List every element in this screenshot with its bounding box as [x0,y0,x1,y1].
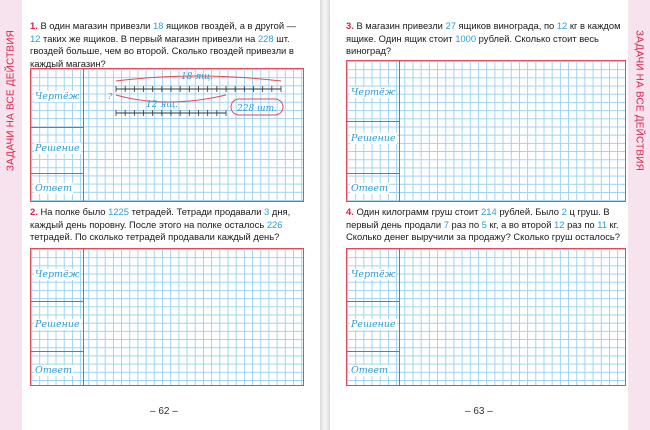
problem-2 [30,206,302,244]
highlighted-number: 12 [554,218,565,230]
problem-3 [346,20,622,58]
text-fragment: кг в каждом ящике. Один ящик стоит [346,20,621,44]
right-page [330,0,650,430]
problem-number: 1. [30,20,38,31]
answer-label: Ответ [35,183,72,194]
difference-label: 228 шт. [237,104,277,114]
text-fragment: кг. Сколько денег выручили за продажу? Сколько груш осталось? [346,218,620,242]
highlighted-number: 228 [257,32,274,44]
highlighted-number: 5 [481,218,487,230]
problem-text [346,20,621,56]
text-fragment: тетрадей. Тетради продавали [128,206,265,217]
text-fragment: ц груш. В первый день продали [346,206,610,230]
left-page [0,0,320,430]
text-fragment: рублей. Сколько стоит весь виноград? [346,32,599,56]
separator [31,127,83,128]
problem-number: 2. [30,206,38,217]
label-column [31,249,84,385]
problem-text [346,206,620,242]
text-fragment: ящиков винограда, по [455,20,557,31]
highlighted-number: 12 [556,20,568,31]
separator [347,351,399,352]
highlighted-number: 226 [266,218,283,230]
text-fragment: таких же ящиков. В первый магазин привезли на [40,32,258,44]
side-label-right: ЗАДАЧИ НА ВСЕ ДЕЙСТВИЯ [633,29,645,172]
label-column [347,61,400,201]
separator [31,301,83,302]
solution-label: Решение [351,319,396,330]
drawing-label: Чертёж [351,269,396,280]
problem-number: 3. [346,20,354,31]
separator [31,173,83,174]
text-fragment: рублей. Было [496,206,562,217]
highlighted-number: 1225 [108,206,129,217]
text-fragment: На полке было [40,206,109,217]
highlighted-number: 18 [153,20,164,31]
text-fragment: раз по [448,218,482,230]
highlighted-number: 2 [561,206,567,217]
separator [31,351,83,352]
drawing-label: Чертёж [35,91,80,102]
answer-grid-3 [346,60,626,202]
answer-label: Ответ [35,365,72,376]
top-sketch-label: 18 ящ. [181,72,214,82]
solution-label: Решение [351,133,396,144]
separator [347,173,399,174]
unknown-mark: ? [108,92,113,101]
drawing-label: Чертёж [351,87,396,98]
problem-number: 4. [346,206,354,217]
bottom-sketch-label: 12 ящ. [146,100,179,110]
answer-grid-1 [30,68,304,202]
text-fragment: шт. гвоздей больше, чем во второй. Сколько гвоздей привезли в каждый магазин? [30,32,294,69]
highlighted-number: 12 [30,32,41,44]
problem-text [30,20,296,69]
solution-label: Решение [35,143,80,154]
label-column [31,69,84,201]
highlighted-number: 11 [597,218,607,230]
text-fragment: В магазин привезли [356,20,446,31]
text-fragment: В один магазин привезли [40,20,154,31]
answer-grid-4 [346,248,626,386]
highlighted-number: 3 [264,206,270,217]
side-label-left: ЗАДАЧИ НА ВСЕ ДЕЙСТВИЯ [5,29,17,172]
text-fragment: ящиков гвоздей, а в другой — [163,20,297,31]
segment-sketch [86,69,301,129]
page-number-left: – 62 – [150,406,178,417]
label-column [347,249,400,385]
drawing-label: Чертёж [35,269,80,280]
text-fragment: тетрадей. По сколько тетрадей продавали каждый день? [30,231,280,242]
text-fragment: раз по [564,218,598,230]
problem-text [30,206,290,242]
text-fragment: дня, каждый день поровну. После этого на полке осталось [30,206,291,230]
page-number-right: – 63 – [465,406,493,417]
text-fragment: Один килограмм груш стоит [356,206,482,217]
highlighted-number: 214 [481,206,497,217]
solution-label: Решение [35,319,80,330]
highlighted-number: 1000 [455,32,477,44]
separator [347,121,399,122]
answer-label: Ответ [351,183,388,194]
book-gutter [320,0,330,430]
answer-label: Ответ [351,365,388,376]
text-fragment: кг, а во второй [486,218,555,230]
problem-4 [346,206,622,244]
highlighted-number: 7 [443,218,449,230]
separator [347,301,399,302]
answer-grid-2 [30,248,304,386]
highlighted-number: 27 [445,20,456,31]
problem-1 [30,20,302,70]
